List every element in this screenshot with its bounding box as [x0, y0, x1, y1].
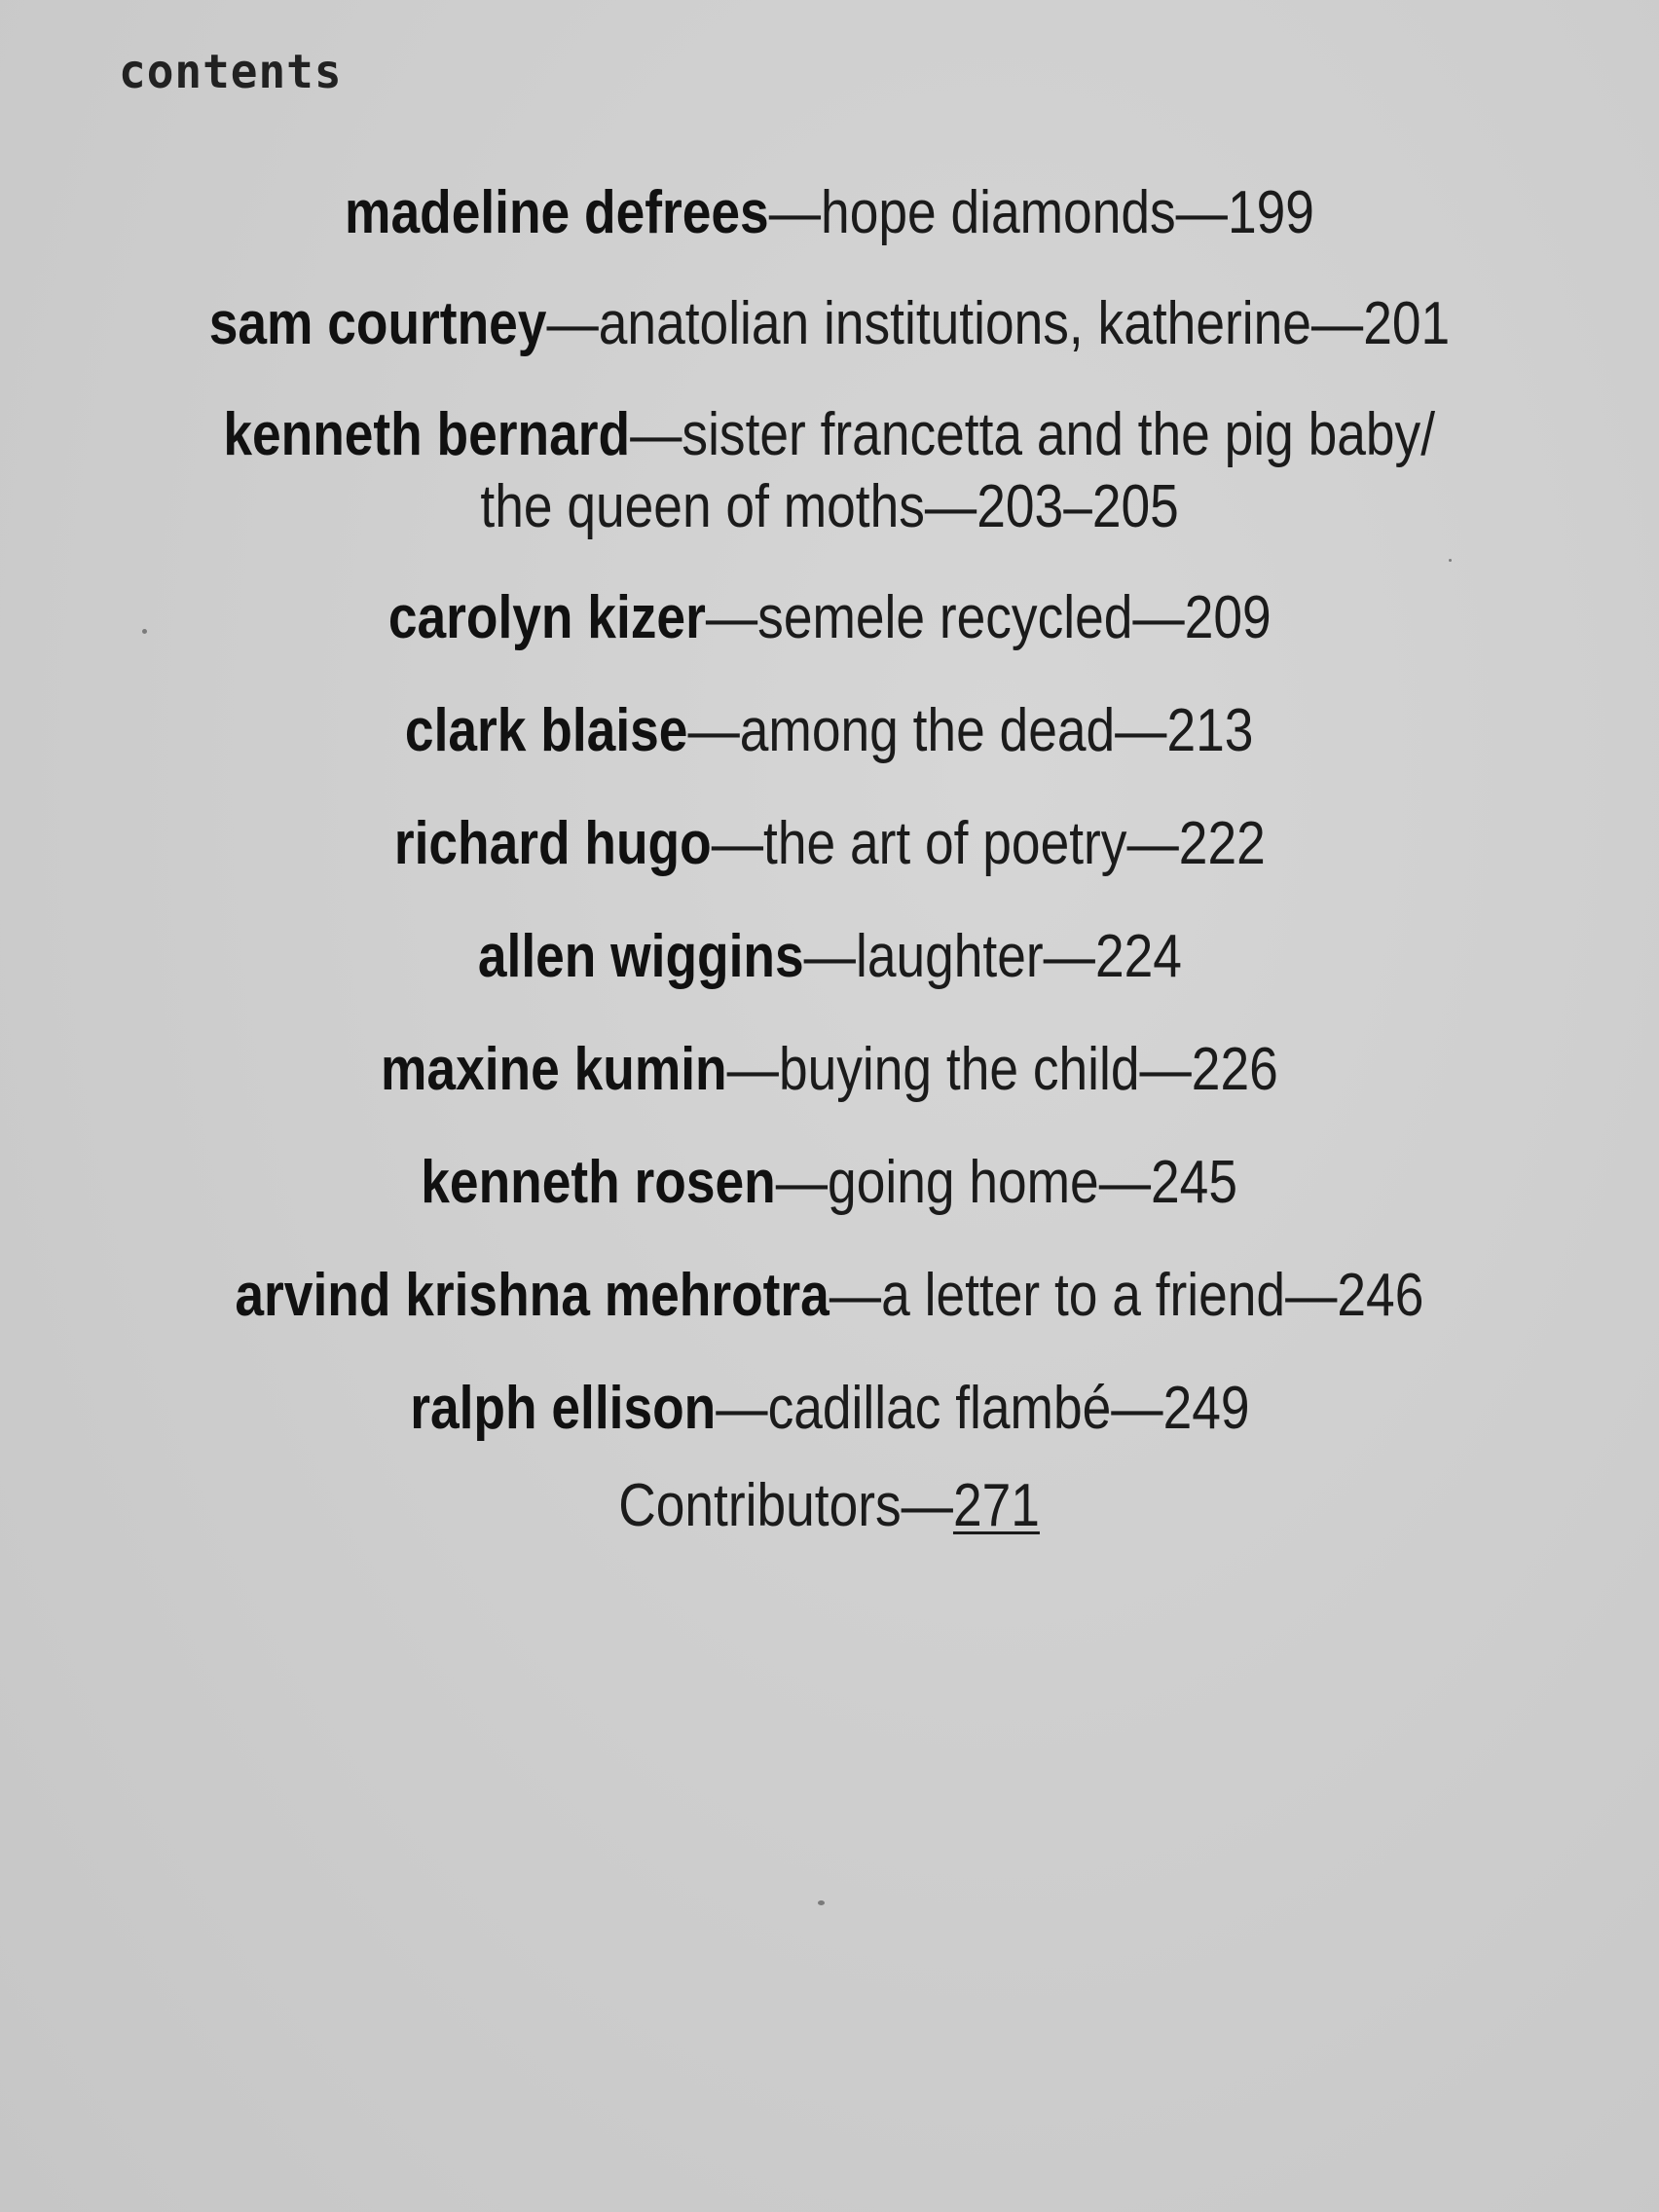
entry-author: kenneth rosen: [421, 1149, 777, 1216]
contributors-pages: 271: [953, 1472, 1041, 1539]
entry-author: carolyn kizer: [387, 584, 706, 651]
entry-pages: 224: [1094, 923, 1182, 990]
entry-author: richard hugo: [393, 810, 712, 877]
entry-separator: —: [687, 697, 741, 764]
entry-title-line2: the queen of moths: [480, 473, 925, 540]
toc-entry: [0, 1034, 1659, 1106]
entry-separator: —: [1126, 810, 1179, 877]
entry-pages: 245: [1151, 1149, 1238, 1216]
entry-separator: —: [776, 1149, 829, 1216]
entry-separator: —: [829, 1262, 882, 1329]
entry-pages: 201: [1363, 290, 1451, 357]
entry-author: arvind krishna mehrotra: [235, 1262, 830, 1329]
entry-author: sam courtney: [208, 290, 547, 357]
entry-separator: —: [1110, 1375, 1163, 1442]
entry-title: sister francetta and the pig baby/: [682, 401, 1436, 468]
toc-entry: [0, 695, 1659, 767]
entry-pages: 222: [1178, 810, 1266, 877]
paper-speck: [818, 1900, 825, 1905]
paper-speck: [142, 629, 147, 634]
entry-pages: 199: [1227, 179, 1314, 246]
entry-author: clark blaise: [405, 697, 688, 764]
entry-pages: 249: [1162, 1375, 1250, 1442]
entry-pages: 226: [1191, 1036, 1278, 1103]
entry-author: kenneth bernard: [223, 401, 631, 468]
entry-separator: —: [1310, 290, 1364, 357]
entry-author: maxine kumin: [381, 1036, 727, 1103]
entry-separator: —: [1132, 584, 1185, 651]
entry-pages: 203–205: [977, 473, 1179, 540]
entry-separator: —: [1099, 1149, 1152, 1216]
entry-title: the art of poetry: [762, 810, 1127, 877]
entry-separator: —: [1043, 923, 1095, 990]
entry-title: a letter to a friend: [881, 1262, 1286, 1329]
entry-separator: —: [1139, 1036, 1192, 1103]
entry-title: semele recycled: [756, 584, 1133, 651]
entry-title: hope diamonds: [821, 179, 1176, 246]
contributors-label: Contributors: [618, 1472, 903, 1539]
entry-title: anatolian institutions, katherine: [598, 290, 1311, 357]
entry-pages: 246: [1337, 1262, 1424, 1329]
toc-entry: [0, 808, 1659, 880]
entry-title: buying the child: [779, 1036, 1140, 1103]
entry-separator: —: [1115, 697, 1167, 764]
entry-separator: —: [1285, 1262, 1338, 1329]
entry-separator: —: [715, 1375, 768, 1442]
entry-separator: —: [924, 473, 977, 540]
entry-title: laughter: [855, 923, 1044, 990]
entry-separator: —: [1175, 179, 1228, 246]
entry-pages: 213: [1166, 697, 1254, 764]
entry-title: cadillac flambé: [767, 1375, 1111, 1442]
toc-entry: [0, 1260, 1659, 1332]
toc-entry: [0, 1373, 1659, 1445]
entry-author: madeline defrees: [345, 179, 769, 246]
entry-separator: —: [768, 179, 822, 246]
entry-author: ralph ellison: [409, 1375, 716, 1442]
entry-title: going home: [828, 1149, 1100, 1216]
toc-entry-continued: [0, 471, 1659, 543]
entry-separator: —: [546, 290, 599, 357]
entry-separator: —: [902, 1472, 954, 1539]
toc-contributors: [0, 1470, 1659, 1542]
entry-title: among the dead: [740, 697, 1116, 764]
toc-entry: [0, 288, 1659, 360]
entry-separator: —: [726, 1036, 780, 1103]
entry-pages: 209: [1184, 584, 1272, 651]
paper-speck: [1449, 559, 1452, 562]
toc-entry: [0, 177, 1659, 249]
toc-entry: [0, 399, 1659, 471]
entry-separator: —: [711, 810, 763, 877]
toc-entry: [0, 921, 1659, 993]
page-heading: contents: [119, 43, 343, 99]
entry-separator: —: [803, 923, 856, 990]
entry-author: allen wiggins: [477, 923, 804, 990]
toc-entry: [0, 582, 1659, 654]
entry-separator: —: [705, 584, 757, 651]
toc-entry: [0, 1147, 1659, 1219]
entry-separator: —: [630, 401, 682, 468]
